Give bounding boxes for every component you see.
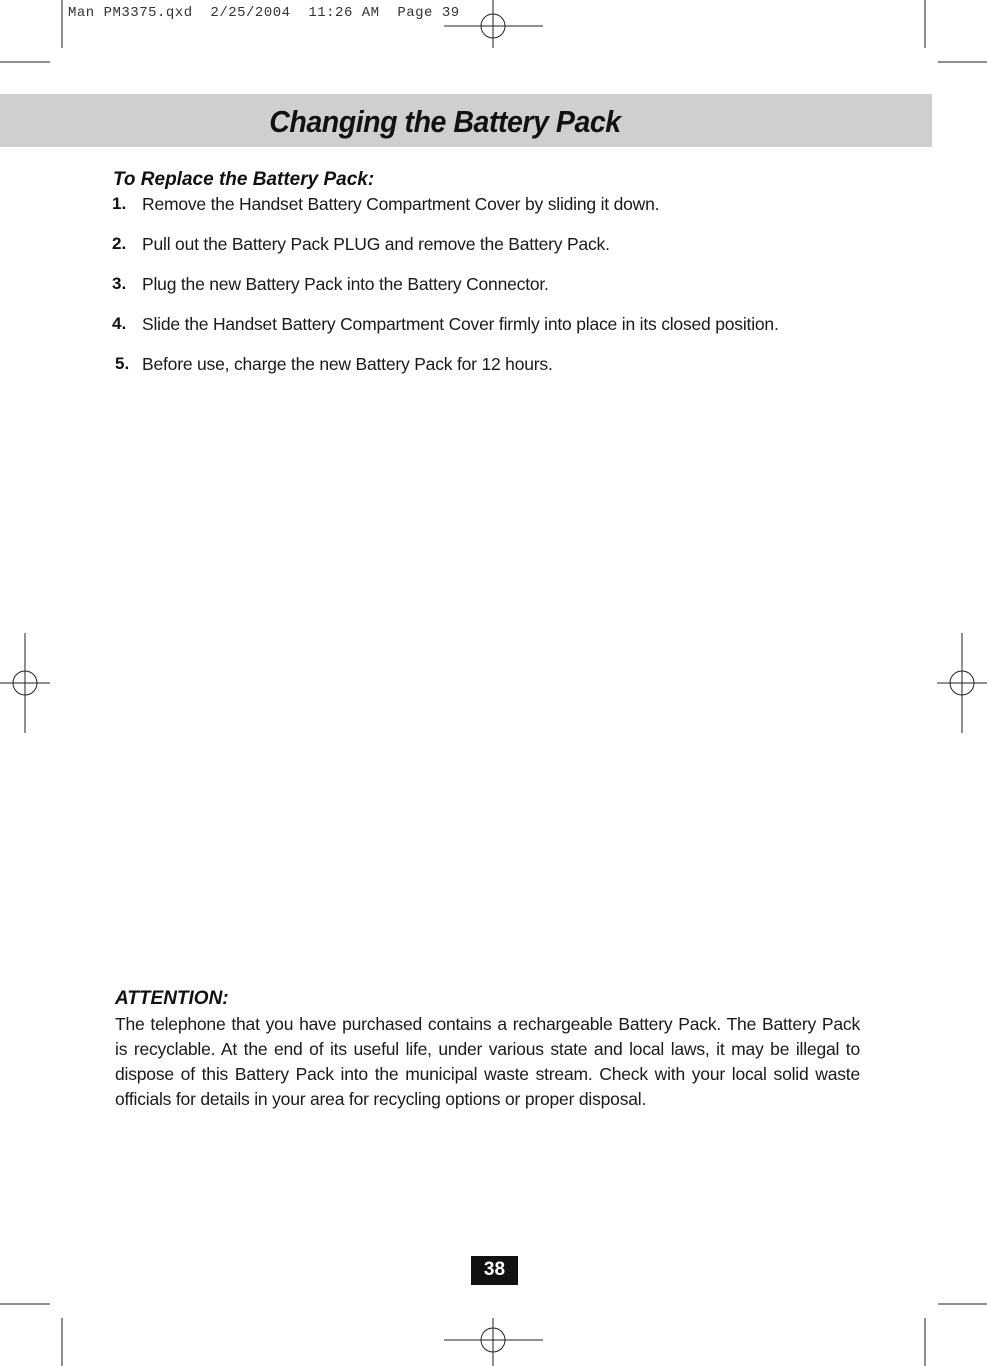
registration-mark-right — [937, 633, 987, 733]
attention-heading: ATTENTION: — [115, 988, 229, 1009]
step-text: Remove the Handset Battery Compartment Cover by sliding it down. — [142, 194, 660, 214]
print-slug-line: Man PM3375.qxd 2/25/2004 11:26 AM Page 39 — [68, 5, 460, 21]
step-text: Slide the Handset Battery Compartment Cover firmly into place in its closed position. — [142, 314, 779, 334]
step-number: 2. — [112, 234, 127, 253]
attention-body: The telephone that you have purchased contains a rechargeable Battery Pack. The Battery Pack is recyclable. At the end of its useful life, under various state and local laws, it may be illegal to dispose of this Battery Pack into the municipal waste stream. Check with your local solid waste officials for details in your area for recycling options or proper disposal. — [115, 1014, 860, 1109]
registration-mark-top — [444, 0, 543, 48]
step-number: 3. — [112, 274, 127, 293]
step-text: Plug the new Battery Pack into the Battery Connector. — [142, 274, 549, 294]
registration-mark-bottom — [444, 1318, 543, 1366]
step-text: Before use, charge the new Battery Pack for 12 hours. — [142, 354, 553, 374]
procedure-heading: To Replace the Battery Pack: — [113, 169, 375, 190]
step-number: 5. — [115, 354, 130, 373]
step-text: Pull out the Battery Pack PLUG and remove the Battery Pack. — [142, 234, 610, 254]
step-number: 1. — [112, 194, 127, 213]
page-number: 38 — [471, 1256, 518, 1285]
step-number: 4. — [112, 314, 127, 333]
registration-mark-left — [0, 633, 50, 733]
page-title: Changing the Battery Pack — [269, 104, 621, 139]
